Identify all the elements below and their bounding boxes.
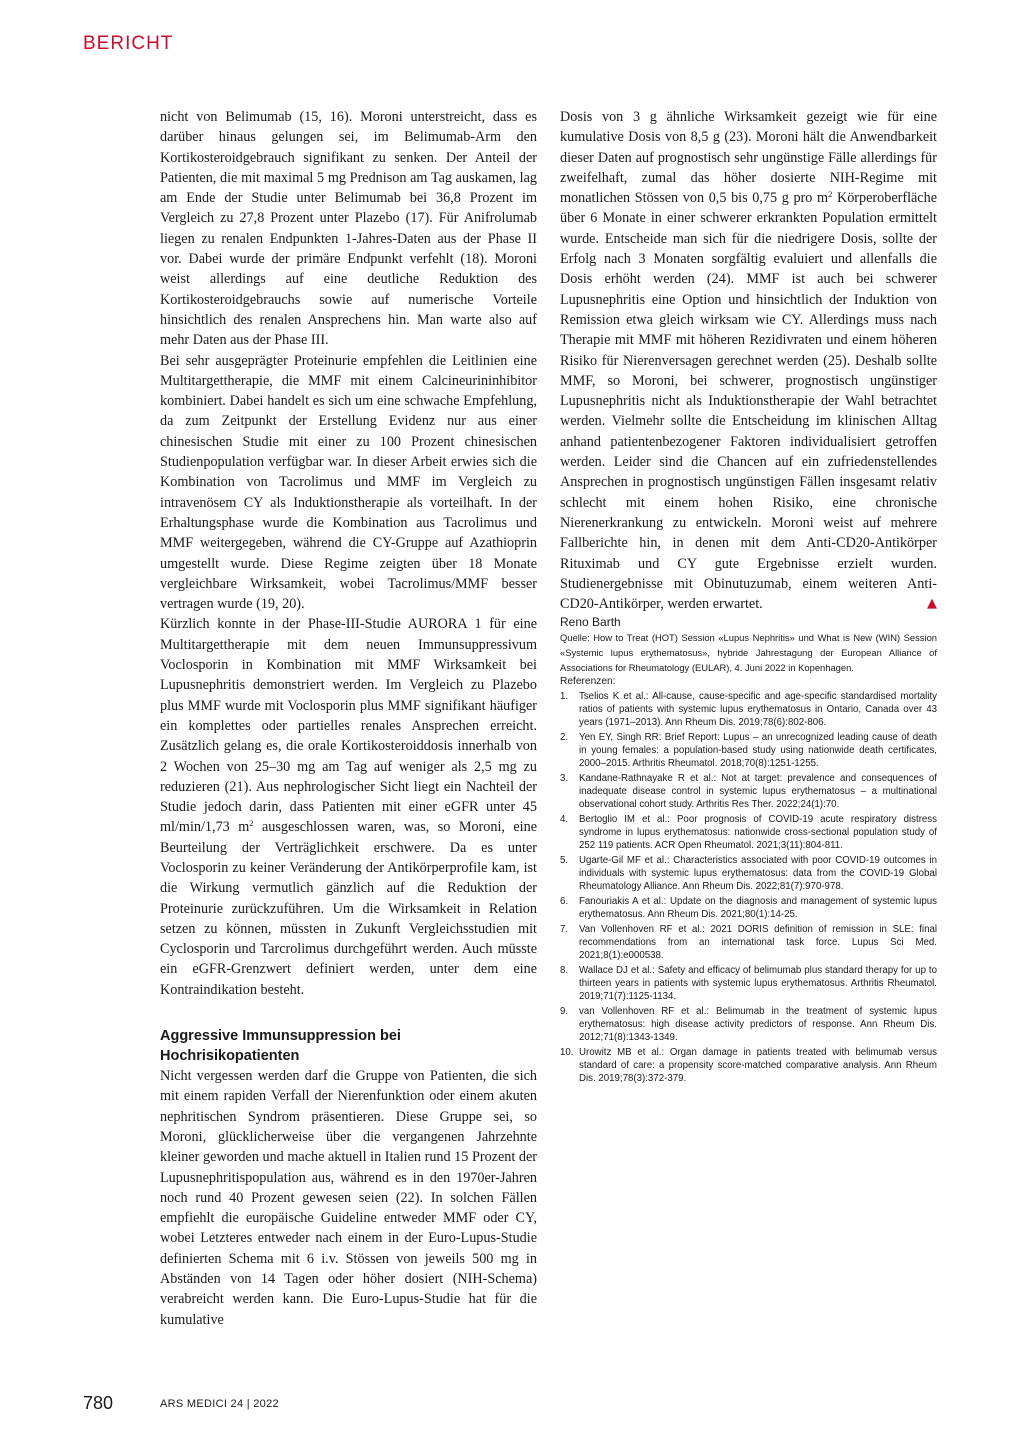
author-name: Reno Barth	[560, 615, 621, 630]
subheading-line: Hochrisikopatienten	[160, 1048, 300, 1065]
reference-number: 3.	[560, 772, 569, 784]
reference-text: Wallace DJ et al.: Safety and efficacy of belimumab plus standard therapy for up to thirteen years in patients with systemic lupus erythematosus. Arthritis Rheumatol. 2019;71(7):1125-1134.	[579, 965, 937, 1002]
article-column-right	[560, 107, 937, 1085]
journal-issue: ARS MEDICI 24 | 2022	[160, 1398, 279, 1410]
reference-text: Ugarte-Gil MF et al.: Characteristics associated with poor COVID-19 outcomes in individuals with systemic lupus erythematosus: data from the COVID-19 Global Rheumatology Alliance. Ann Rheum Dis. 2022;81(7):970-978.	[579, 854, 937, 892]
reference-text: van Vollenhoven RF et al.: Belimumab in the treatment of systemic lupus erythematosus: high disease activity predictors of response. Ann Rheum Dis. 2012;71(8):1343-1349.	[579, 1006, 937, 1043]
reference-number: 4.	[560, 813, 569, 825]
reference-number: 5.	[560, 854, 569, 866]
reference-number: 2.	[560, 732, 569, 743]
reference-item	[560, 1047, 937, 1085]
references-title: Referenzen:	[560, 676, 616, 688]
superscript: 2	[828, 189, 833, 200]
reference-text: Urowitz MB et al.: Organ damage in patients treated with belimumab versus standard of care: a propensity score-matched comparative analysis. Ann Rheum Dis. 2019;78(3):372-379.	[579, 1047, 937, 1084]
reference-item	[560, 814, 937, 852]
reference-number: 7.	[560, 924, 569, 936]
reference-number: 10.	[560, 1047, 574, 1059]
body-paragraph: Bei sehr ausgeprägter Proteinurie empfehlen die Leitlinien eine Multitargettherapie, die MMF mit einem Calcineurininhibitor kombiniert. Dabei handelt es sich um eine schwache Empfehlung, da zum Zeitpunkt der Erstellung Evidenz nur aus einer chinesischen Studie mit einer zu 100 Prozent chinesischen Studienpopulation verfügbar war. In dieser Arbeit erwies sich die Kombination von Tacrolimus und MMF im Vergleich zu intravenösem CY als Induktionstherapie als vorteilhaft. In der Erhaltungsphase wurde die Kombination aus Tacrolimus und MMF weitergegeben, während die CY-Gruppe auf Azathioprin umgestellt wurde. Diese Regime zeigten über 18 Monate vergleichbare Wirksamkeit, wobei Tacrolimus/MMF besser vertragen wurde (19, 20).	[160, 352, 537, 613]
section-label: BERICHT	[83, 33, 174, 54]
reference-number: 6.	[560, 895, 569, 907]
article-end-triangle-icon: ▲	[927, 596, 937, 612]
reference-number: 1.	[560, 691, 569, 703]
reference-item	[560, 855, 937, 893]
reference-number: 9.	[560, 1006, 569, 1018]
reference-item	[560, 896, 937, 922]
subheading	[160, 1026, 537, 1066]
reference-item	[560, 773, 937, 811]
body-text: ausgeschlossen waren, was, so Moroni, eine Beurteilung der Verträglichkeit erschwere. Da es unter Voclosporin zu keiner Veränderung der Antikörperprofile kam, ist die Wirkung vermutlich gänzlich auf die Reduktion der Proteinurie zurückzuführen. Um die Wirksamkeit in Relation setzen zu können, müssten in Zukunft Vergleichsstudien mit Cyclosporin und Tarcrolimus durchgeführt werden. Auch müsste ein eGFR-Grenzwert definiert werden, unter dem eine Kontraindikation besteht.	[160, 819, 538, 998]
reference-item	[560, 732, 937, 770]
reference-text: Tselios K et al.: All-cause, cause-specific and age-specific standardised mortality ratios of patients with systemic lupus erythematosus in Ontario, Canada over 43 years (1971–2013). Ann Rheum Dis. 2019;78(6):802-806.	[579, 691, 937, 728]
article-column-left	[160, 107, 537, 1330]
reference-item	[560, 924, 937, 962]
reference-text: Van Vollenhoven RF et al.: 2021 DORIS definition of remission in SLE: final recommendations from an international task force. Lupus Sci Med. 2021;8(1):e000538.	[579, 924, 937, 961]
page-number: 780	[83, 1393, 114, 1413]
source-note: Quelle: How to Treat (HOT) Session «Lupus Nephritis» und What is New (WIN) Session «Systemic lupus erythematosus», hybride Jahrestagung der European Alliance of Associations for Rheumatology (EULAR), 4. Juni 2022 in Kopenhagen.	[560, 632, 937, 674]
reference-item	[560, 965, 937, 1003]
superscript: 2	[249, 818, 254, 829]
reference-number: 8.	[560, 965, 569, 977]
reference-item	[560, 691, 937, 729]
body-text: Dosis von 3 g ähnliche Wirksamkeit gezeigt wie für eine kumulative Dosis von 8,5 g (23). Moroni hält die Anwendbarkeit dieser Daten auf prognostisch sehr ungünstige Fälle allerdings für zweifelhaft, zumal das höher dosierte NIH-Regime mit monatlichen Stössen von 0,5 bis 0,75 g pro m	[560, 109, 937, 207]
reference-text: Fanouriakis A et al.: Update on the diagnosis and management of systemic lupus erythematosus. Ann Rheum Dis. 2021;80(1):14-25.	[579, 895, 937, 920]
reference-item	[560, 1006, 937, 1044]
body-text: Kürzlich konnte in der Phase-III-Studie AURORA 1 für eine Multitargettherapie mit dem neuen Immunsuppressivum Voclosporin in Kombination mit MMF Wirksamkeit bei Lupusnephritis demonstriert werden. Im Vergleich zu Plazebo plus MMF wurde mit Voclosporin plus MMF signifikant häufiger ein komplettes oder partielles renales Ansprechen erreicht. Zusätzlich gelang es, die orale Kortikosteroiddosis innerhalb von 2 Wochen von 25–30 mg am Tag auf weniger als 2,5 mg zu reduzieren (21). Aus nephrologischer Sicht liegt ein Nachteil der Studie jedoch darin, dass Patienten mit einer eGFR unter 45 ml/min/1,73 m	[160, 616, 537, 836]
body-paragraph	[560, 107, 937, 614]
reference-text: Bertoglio IM et al.: Poor prognosis of COVID-19 acute respiratory distress syndrome in lupus erythematosus: nationwide cross-sectional population study of 252 119 patients. ACR Open Rheumatol. 2021;3(11):804-811.	[579, 813, 937, 851]
body-text: Körperoberfläche über 6 Monate in einer schwerer erkrankten Population ermittelt wurde. Entscheide man sich für die niedrigere Dosis, sollte der Erfolg nach 3 Monaten sorgfältig evaluiert und allenfalls die Dosis erhöht werden (24). MMF ist auch bei schwerer Lupusnephritis eine Option und hinsichtlich der Induktion von Remission etwa gleich wirksam wie CY. Allerdings muss nach Therapie mit MMF mit höheren Rezidivraten und einem höheren Risiko für Nierenversagen gerechnet werden (25). Deshalb sollte MMF, so Moroni, bei schwerer, prognostisch ungünstiger Lupusnephritis nicht als Induktionstherapie der Wahl betrachtet werden. Vielmehr sollte die Entscheidung im klinischen Alltag anhand patientenbezogener Faktoren individualisiert getroffen werden. Leider sind die Chancen auf ein zufriedenstellendes Ansprechen in prognostisch ungünstigen Fällen insgesamt relativ schlecht mit einem hohen Risiko, eine chronische Nierenerkrankung zu entwickeln. Moroni weist auf mehrere Fallberichte hin, in denen mit dem Anti-CD20-Antikörper Rituximab und CY gute Ergebnisse erzielt wurden. Studienergebnisse mit Obinutuzumab, einem weiteren Anti-CD20-Antikörper, werden erwartet.	[560, 190, 937, 613]
body-paragraph: nicht von Belimumab (15, 16). Moroni unterstreicht, dass es darüber hinaus gelungen sei, im Belimumab-Arm den Kortikosteroidgebrauch signifikant zu senken. Der Anteil der Patienten, die mit maximal 5 mg Prednison am Tag auskamen, lag am Ende der Studie unter Belimumab bei 36,8 Prozent im Vergleich zu 27,8 Prozent unter Plazebo (17). Für Anifrolumab liegen zu renalen Endpunkten 1-Jahres-Daten aus der Phase II vor. Dabei wurde der primäre Endpunkt verfehlt (18). Moroni weist allerdings auf eine deutliche Reduktion des Kortikosteroidgebrauchs sowie auf numerische Vorteile hinsichtlich des renalen Ansprechens hin. Man warte also auf mehr Daten aus der Phase III.	[160, 109, 537, 349]
subheading-line: Aggressive Immunsuppression bei	[160, 1028, 401, 1045]
references-list	[560, 691, 937, 1085]
body-paragraph: Nicht vergessen werden darf die Gruppe von Patienten, die sich mit einem rapiden Verfall der Nierenfunktion oder einem akuten nephritischen Syndrom präsentieren. Diese Gruppe sei, so Moroni, glücklicherweise über die vergangenen Jahrzehnte kleiner geworden und mache aktuell in Italien rund 15 Prozent der Lupusnephritispopulation aus, während es in den 1970er-Jahren noch rund 40 Prozent gewesen seien (22). In solchen Fällen empfiehlt die europäische Guideline entweder MMF oder CY, wobei Letzteres entweder nach einem in der Euro-Lupus-Studie definierten Schema mit 6 i.v. Stössen von jeweils 500 mg in Abständen von 14 Tagen oder höher dosiert (NIH-Schema) verabreicht werden kann. Die Euro-Lupus-Studie hat für die kumulative	[160, 1068, 537, 1328]
reference-text: Kandane-Rathnayake R et al.: Not at target: prevalence and consequences of inadequate disease control in systemic lupus erythematosus – a multinational observational cohort study. Arthritis Res Ther. 2022;24(1):70.	[579, 772, 937, 810]
reference-text: Yen EY, Singh RR: Brief Report: Lupus – an unrecognized leading cause of death in young females: a population-based study using nationwide death certificates, 2000–2015. Arthritis Rheumatol. 2018;70(8):1251-1255.	[579, 732, 937, 769]
body-paragraph	[160, 614, 537, 1000]
